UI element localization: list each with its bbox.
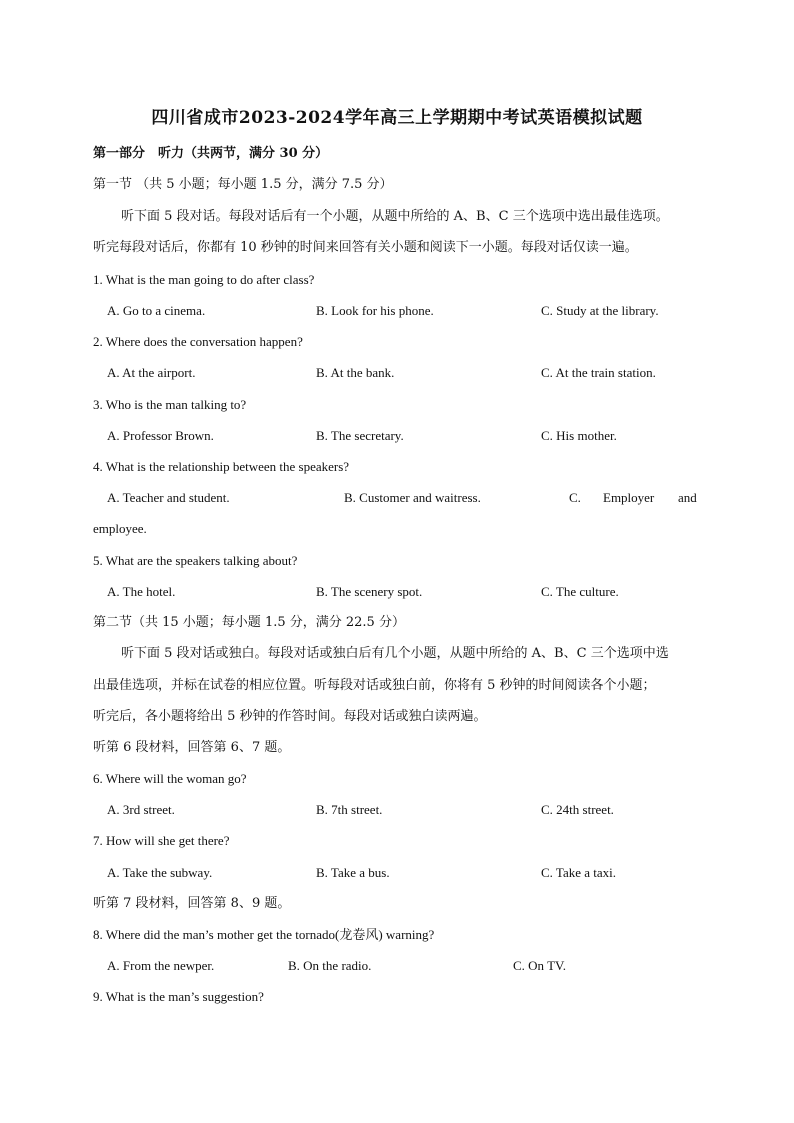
option-4c-word1: Employer [603,490,655,505]
section1-instruction-line1: 听下面 5 段对话。每段对话后有一个小题，从题中所给的 A、B、C 三个选项中选出最佳选项。 [121,209,669,224]
section2-instruction-line2: 出最佳选项，并标在试卷的相应位置。听每段对话或独白前，你将有 5 秒钟的时间阅读各个小题； [93,678,656,693]
option-2a: A. At the airport. [107,365,196,380]
part1-heading: 第一部分 听力（共两节，满分 30 分） [93,146,329,161]
option-8b: B. On the radio. [288,958,372,973]
option-2b: B. At the bank. [316,365,395,380]
option-1b: B. Look for his phone. [316,303,434,318]
option-3c: C. His mother. [541,428,617,443]
section2-instruction-line3: 听完后，各小题将给出 5 秒钟的作答时间。每段对话或独白读两遍。 [93,709,487,724]
section2-instruction-line1: 听下面 5 段对话或独白。每段对话或独白后有几个小题，从题中所给的 A、B、C 三个选项中选 [121,646,669,661]
question-stem-4: 4. What is the relationship between the speakers? [93,459,350,474]
option-6b: B. 7th street. [316,802,383,817]
option-6c: C. 24th street. [541,802,614,817]
option-4a: A. Teacher and student. [107,490,230,505]
material-7-heading: 听第 7 段材料，回答第 8、9 题。 [93,896,291,911]
option-1a: A. Go to a cinema. [107,303,206,318]
option-5b: B. The scenery spot. [316,584,423,599]
page-title: 四川省成市2023-2024学年高三上学期期中考试英语模拟试题 [151,108,643,128]
option-4c-letter: C. [569,490,581,505]
option-4c-word2: and [678,490,697,505]
section1-heading: 第一节 （共 5 小题；每小题 1.5 分，满分 7.5 分） [93,177,393,192]
section2-heading: 第二节（共 15 小题；每小题 1.5 分，满分 22.5 分） [93,615,405,630]
option-6a: A. 3rd street. [107,802,175,817]
option-8c: C. On TV. [513,958,566,973]
option-4c-word3: employee. [93,521,147,536]
option-7a: A. Take the subway. [107,865,213,880]
option-3a: A. Professor Brown. [107,428,214,443]
question-stem-8: 8. Where did the man’s mother get the tornado(龙卷风) warning? [93,927,435,942]
option-3b: B. The secretary. [316,428,404,443]
question-stem-2: 2. Where does the conversation happen? [93,334,303,349]
question-stem-5: 5. What are the speakers talking about? [93,553,298,568]
option-4b: B. Customer and waitress. [344,490,481,505]
question-stem-6: 6. Where will the woman go? [93,771,247,786]
option-8a: A. From the newper. [107,958,215,973]
material-6-heading: 听第 6 段材料，回答第 6、7 题。 [93,740,291,755]
question-stem-9: 9. What is the man’s suggestion? [93,989,264,1004]
question-stem-1: 1. What is the man going to do after class? [93,272,315,287]
section1-instruction-line2: 听完每段对话后，你都有 10 秒钟的时间来回答有关小题和阅读下一小题。每段对话仅读一遍。 [93,240,638,255]
question-stem-3: 3. Who is the man talking to? [93,397,247,412]
option-2c: C. At the train station. [541,365,656,380]
option-5a: A. The hotel. [107,584,176,599]
option-7b: B. Take a bus. [316,865,390,880]
option-5c: C. The culture. [541,584,619,599]
question-stem-7: 7. How will she get there? [93,833,230,848]
option-7c: C. Take a taxi. [541,865,617,880]
option-1c: C. Study at the library. [541,303,659,318]
